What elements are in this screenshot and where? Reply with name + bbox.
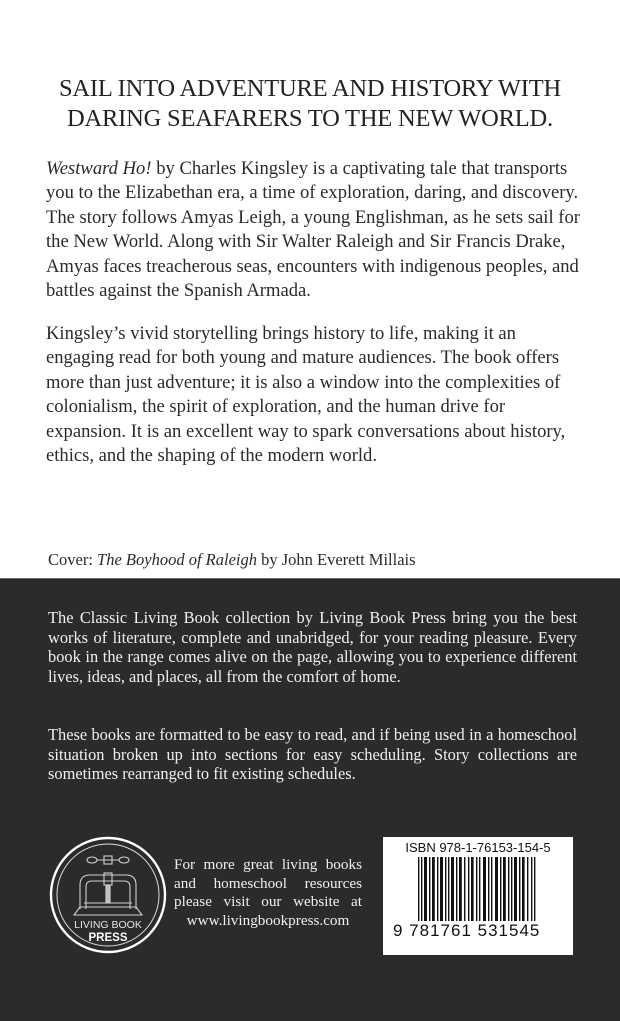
publisher-paragraph-1: The Classic Living Book collection by Living Book Press bring you the best works of literature, complete and unabridged, for your reading pleasure. Every book in the range comes alive on the page, allowing you to experience different lives, ideas, and places, all from the comfort of home. [48,608,577,686]
website-link[interactable]: www.livingbookpress.com [186,911,350,929]
headline-line-2: DARING SEAFARERS TO THE NEW WORLD. [67,105,553,132]
promo-line-3: please visit our website at [174,893,362,910]
description-paragraph-1 [46,157,586,303]
isbn-barcode [383,837,573,955]
headline [0,74,620,134]
cover-credit [48,550,416,570]
cover-credit-artist: by John Everett Millais [256,550,416,569]
publisher-section [0,578,620,1021]
headline-line-1: SAIL INTO ADVENTURE AND HISTORY WITH [58,75,562,102]
book-title: Westward Ho! [46,158,152,179]
cover-credit-prefix: Cover: [48,550,98,569]
website-promo [174,856,362,930]
publisher-paragraph-2: These books are formatted to be easy to read, and if being used in a homeschool situation broken up into sections for easy scheduling. Story collections are sometimes rearranged to fit existing schedules. [48,725,577,784]
barcode-digits: 9 781761 531545 [393,921,541,940]
book-press-icon [74,856,142,915]
logo-line-1: LIVING BOOK [74,919,142,931]
promo-line-2: and homeschool resources [174,874,362,892]
logo-line-2: PRESS [88,932,128,944]
description-text-1: by Charles Kingsley is a captivating tale that transports you to the Elizabethan era, a time of exploration, daring, and discovery. The story follows Amyas Leigh, a young Englishman, as he sets sail for the New World. Along with Sir Walter Raleigh and Sir Francis Drake, Amyas faces treacherous seas, encounters with indigenous peoples, and battles against the Spanish Armada. [46,158,580,302]
publisher-logo [48,835,168,955]
isbn-label: ISBN 978-1-76153-154-5 [405,840,551,855]
description-paragraph-2: Kingsley’s vivid storytelling brings history to life, making it an engaging read for both young and mature audiences. The book offers more than just adventure; it is also a window into the complexities of colonialism, the spirit of exploration, and the human drive for expansion. It is an excellent way to spark conversations about history, ethics, and the shaping of the modern world. [46,323,566,467]
promo-line-1: For more great living books [174,856,362,873]
cover-artwork-title: The Boyhood of Raleigh [97,550,257,569]
